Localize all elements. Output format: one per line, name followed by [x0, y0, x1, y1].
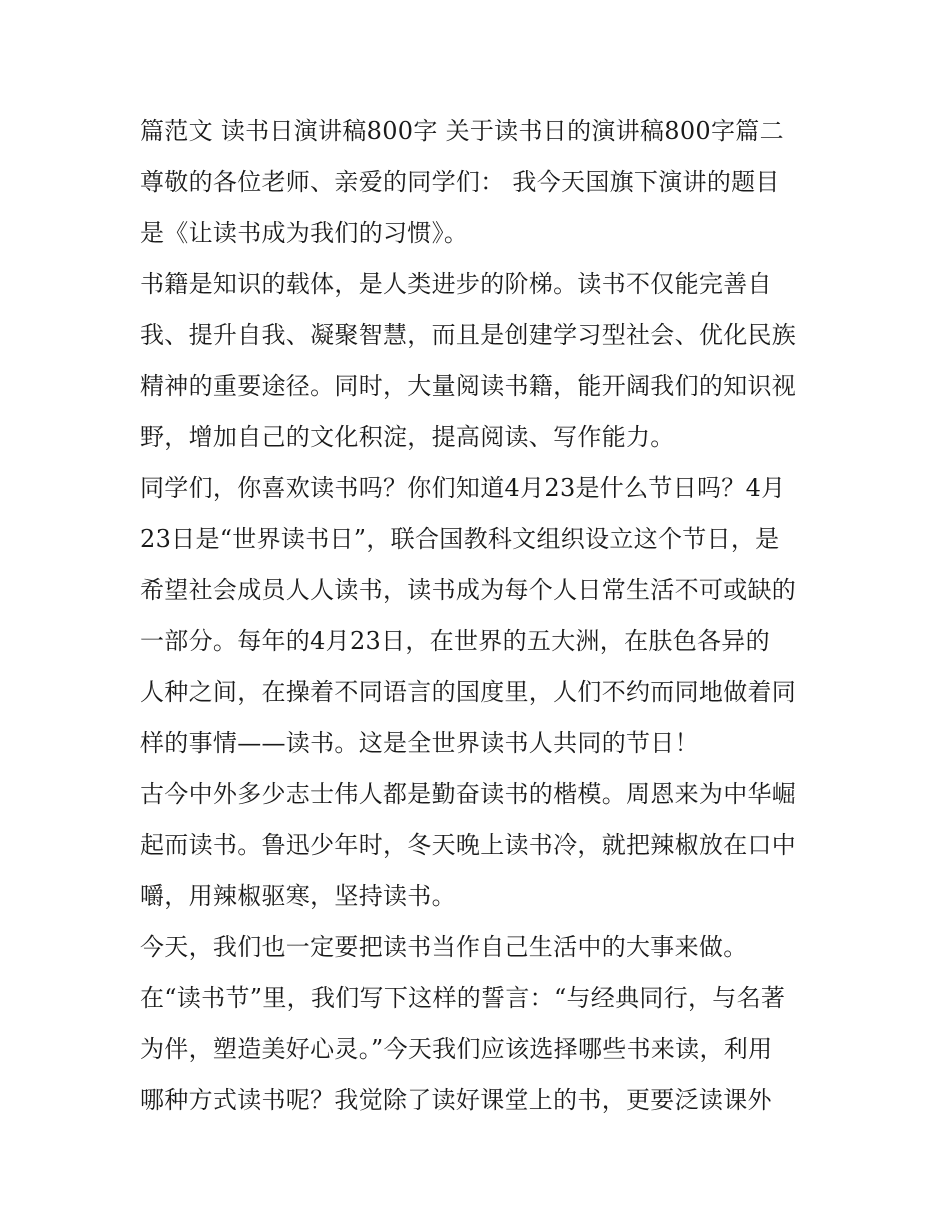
text-line: 篇范文 读书日演讲稿800字 关于读书日的演讲稿800字篇二 [140, 117, 784, 145]
text-line: 书籍是知识的载体，是人类进步的阶梯。读书不仅能完善自 [140, 270, 772, 298]
text-line: 在“读书节”里，我们写下这样的誓言：“与经典同行，与名著 [140, 984, 786, 1012]
text-line: 样的事情——读书。这是全世界读书人共同的节日！ [140, 729, 699, 757]
speech-text [140, 106, 830, 1126]
text-line: 23日是“世界读书日”，联合国教科文组织设立这个节日，是 [140, 525, 780, 553]
text-line: 尊敬的各位老师、亲爱的同学们： 我今天国旗下演讲的题目 [140, 168, 780, 196]
text-line: 同学们，你喜欢读书吗？你们知道4月23是什么节日吗？4月 [140, 474, 786, 502]
text-line: 人种之间，在操着不同语言的国度里，人们不约而同地做着同 [140, 678, 797, 706]
text-line: 为伴，塑造美好心灵。”今天我们应该选择哪些书来读，利用 [140, 1035, 773, 1063]
text-line: 今天，我们也一定要把读书当作自己生活中的大事来做。 [140, 933, 748, 961]
text-line: 野，增加自己的文化积淀，提高阅读、写作能力。 [140, 423, 675, 451]
text-line: 希望社会成员人人读书，读书成为每个人日常生活不可或缺的 [140, 576, 797, 604]
text-line: 一部分。每年的4月23日，在世界的五大洲，在肤色各异的 [140, 627, 770, 655]
text-line: 是《让读书成为我们的习惯》。 [140, 219, 469, 247]
text-line: 哪种方式读书呢？我觉除了读好课堂上的书，更要泛读课外 [140, 1086, 772, 1114]
text-line: 嚼，用辣椒驱寒，坚持读书。 [140, 882, 456, 910]
text-line: 古今中外多少志士伟人都是勤奋读书的楷模。周恩来为中华崛 [140, 780, 797, 808]
text-line: 起而读书。鲁迅少年时，冬天晚上读书冷，就把辣椒放在口中 [140, 831, 797, 859]
text-line: 精神的重要途径。同时，大量阅读书籍，能开阔我们的知识视 [140, 372, 797, 400]
text-line: 我、提升自我、凝聚智慧，而且是创建学习型社会、优化民族 [140, 321, 797, 349]
